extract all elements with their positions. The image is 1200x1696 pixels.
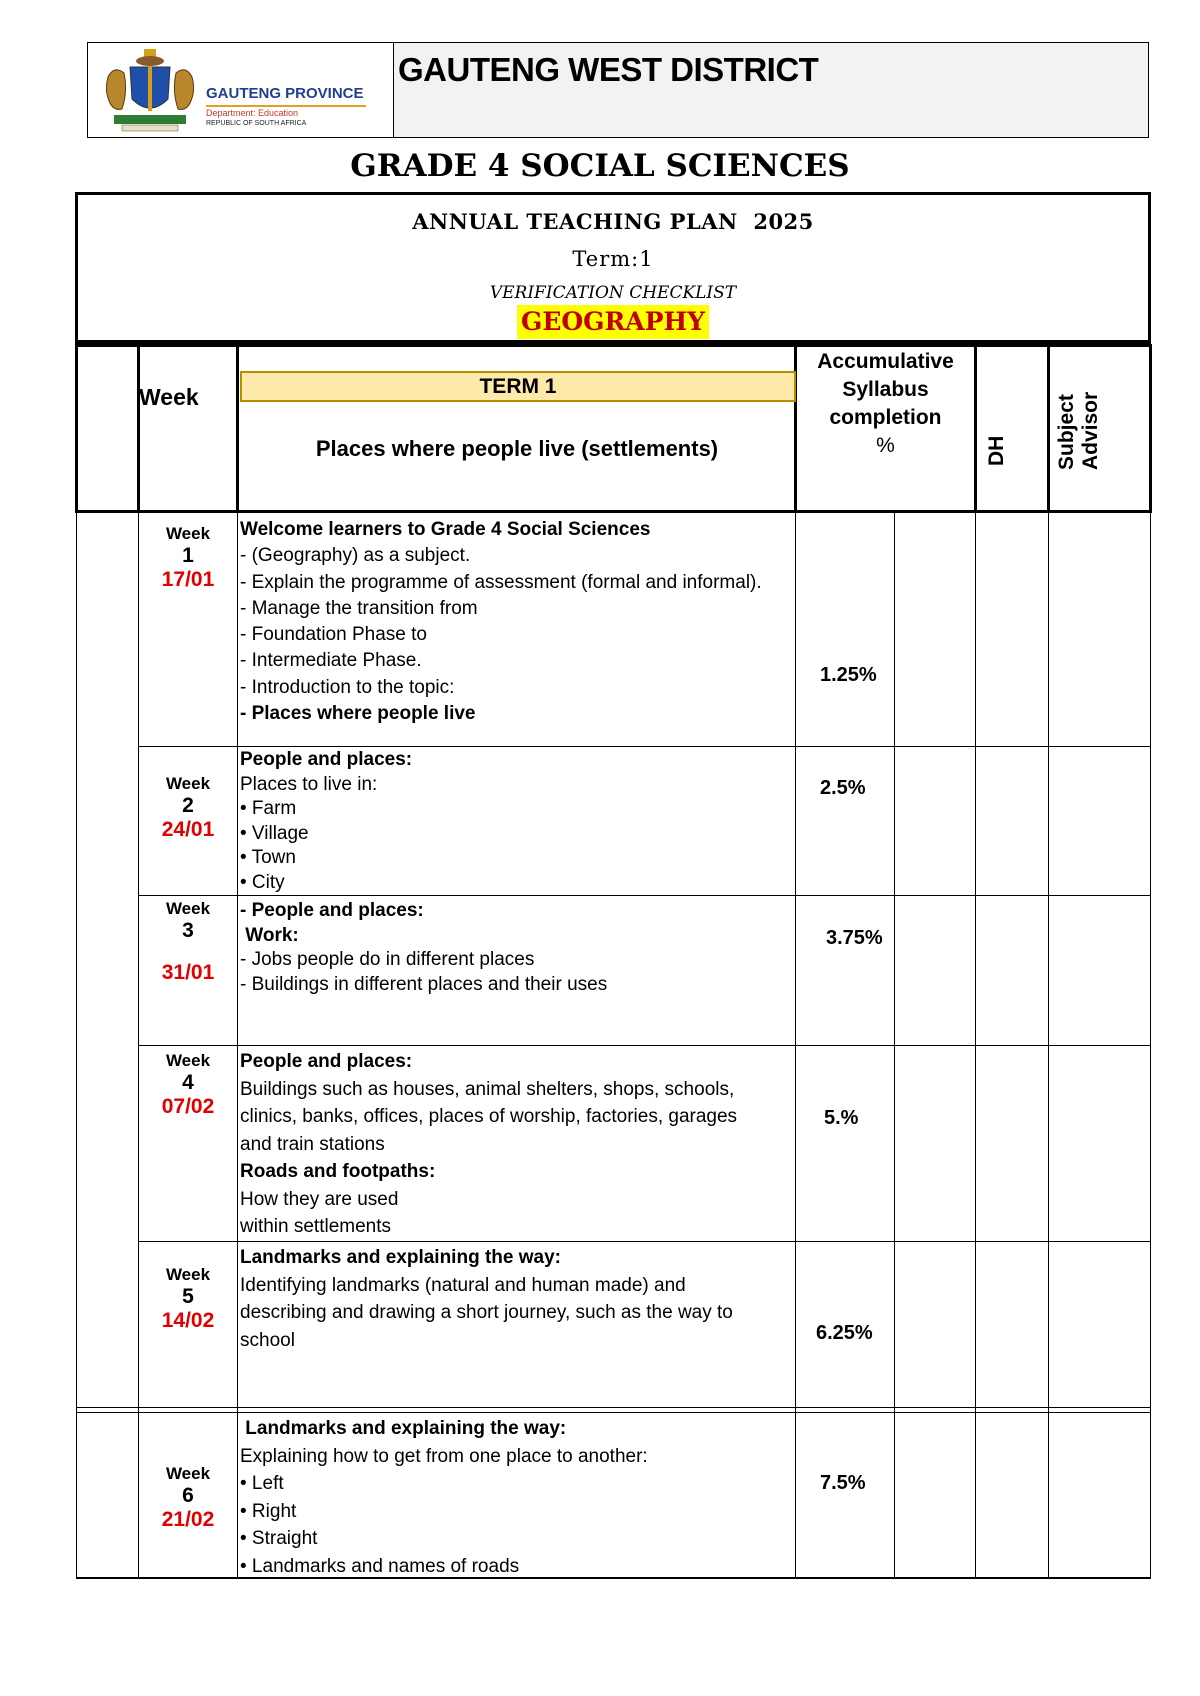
content-line: - Intermediate Phase. (240, 650, 422, 672)
week-label: Week (165, 899, 211, 918)
content-cell (240, 899, 790, 997)
week-cell (139, 1265, 237, 1333)
completion-percent: 7.5% (820, 1472, 866, 1494)
week-cell (139, 1051, 237, 1119)
week-date: 31/01 (161, 961, 215, 984)
coat-of-arms-logo (100, 47, 200, 135)
content-cell (240, 748, 790, 895)
plan-title-box (75, 192, 1151, 344)
content-heading: - People and places: (240, 900, 424, 921)
logo-divider (206, 105, 366, 107)
topic-heading: Places where people live (settlements) (315, 436, 719, 461)
advisor-header-line: Advisor (1079, 391, 1102, 470)
week-number: 2 (182, 794, 194, 817)
content-line: - Manage the transition from (240, 597, 478, 619)
week-number: 4 (182, 1071, 194, 1094)
content-line: Identifying landmarks (natural and human made) and (240, 1274, 686, 1296)
country-name: REPUBLIC OF SOUTH AFRICA (206, 120, 307, 127)
content-line: • City (240, 871, 285, 893)
week-cell (139, 1464, 237, 1532)
content-line: Explaining how to get from one place to another: (240, 1445, 648, 1467)
week-number: 1 (182, 544, 194, 567)
content-cell (240, 1048, 790, 1241)
content-line: - Foundation Phase to (240, 624, 427, 646)
content-line: - Introduction to the topic: (240, 676, 455, 698)
term-bar: TERM 1 (240, 371, 796, 402)
content-heading: People and places: (240, 1051, 413, 1072)
subject-advisor-column-header (1055, 392, 1103, 470)
document-title: GRADE 4 SOCIAL SCIENCES (350, 148, 850, 184)
week-cell (139, 524, 237, 592)
content-cell (240, 1415, 790, 1580)
week-label: Week (165, 524, 211, 543)
content-cell (240, 517, 790, 727)
content-line: • Right (240, 1500, 297, 1522)
content-line: - Jobs people do in different places (240, 949, 535, 970)
content-heading: Landmarks and explaining the way: (240, 1418, 567, 1439)
logo-cell (88, 43, 394, 137)
completion-percent: 2.5% (820, 777, 866, 799)
content-line: Places to live in: (240, 773, 378, 795)
content-line: describing and drawing a short journey, such as the way to (240, 1302, 733, 1323)
content-line: within settlements (240, 1216, 392, 1237)
content-line: • Left (240, 1473, 284, 1494)
content-line: - Explain the programme of assessment (formal and informal). (240, 571, 762, 593)
district-title: GAUTENG WEST DISTRICT (398, 51, 819, 88)
week-label: Week (165, 774, 211, 793)
syllabus-header-line: Syllabus (842, 378, 929, 401)
content-heading: Roads and footpaths: (240, 1161, 436, 1182)
content-line: clinics, banks, offices, places of worship, factories, garages (240, 1106, 738, 1127)
content-heading: Landmarks and explaining the way: (240, 1247, 561, 1268)
content-line: • Farm (240, 798, 297, 819)
week-number: 6 (182, 1484, 194, 1507)
syllabus-header-line: completion (829, 406, 942, 429)
content-line: • Village (240, 822, 309, 844)
week-date: 17/01 (161, 568, 215, 591)
plan-heading: ANNUAL TEACHING PLAN 2025 (412, 209, 814, 234)
syllabus-header-line: % (876, 434, 895, 457)
content-line: - Buildings in different places and their uses (240, 973, 608, 995)
content-line: • Landmarks and names of roads (240, 1555, 520, 1577)
content-cell (240, 1244, 790, 1354)
subject-label: GEOGRAPHY (517, 305, 709, 339)
advisor-header-line: Subject (1055, 394, 1078, 470)
completion-percent: 1.25% (820, 664, 877, 686)
content-heading: Work: (240, 924, 299, 946)
week-cell (139, 774, 237, 842)
completion-percent: 6.25% (816, 1322, 873, 1344)
content-line: • Town (240, 847, 296, 868)
content-line: - (Geography) as a subject. (240, 545, 471, 567)
week-column-header: Week (139, 384, 199, 410)
week-date: 07/02 (161, 1095, 215, 1118)
content-line: and train stations (240, 1133, 385, 1155)
week-number: 5 (182, 1285, 194, 1308)
week-label: Week (165, 1464, 211, 1483)
content-heading: - Places where people live (240, 703, 476, 725)
week-date: 21/02 (161, 1508, 215, 1531)
week-number: 3 (182, 919, 194, 942)
week-cell (139, 899, 237, 985)
syllabus-completion-header (797, 348, 974, 460)
syllabus-header-line: Accumulative (817, 350, 954, 373)
content-heading: Welcome learners to Grade 4 Social Sciences (240, 519, 651, 540)
verification-checklist-label: VERIFICATION CHECKLIST (489, 283, 737, 303)
header-box (87, 42, 1149, 138)
dh-column-header: DH (985, 435, 1008, 466)
content-heading: People and places: (240, 749, 413, 770)
completion-percent: 5.% (824, 1107, 859, 1129)
content-line: Buildings such as houses, animal shelters, shops, schools, (240, 1078, 735, 1100)
term-label: Term:1 (572, 247, 654, 271)
completion-percent: 3.75% (826, 927, 883, 949)
week-date: 14/02 (161, 1309, 215, 1332)
department-name: Department: Education (206, 108, 299, 118)
week-date: 24/01 (161, 818, 215, 841)
province-name: GAUTENG PROVINCE (206, 85, 364, 102)
week-label: Week (165, 1265, 211, 1284)
content-line: How they are used (240, 1188, 399, 1210)
content-line: • Straight (240, 1528, 318, 1549)
content-line: school (240, 1329, 295, 1351)
week-label: Week (165, 1051, 211, 1070)
subject-wrap (78, 305, 1148, 339)
